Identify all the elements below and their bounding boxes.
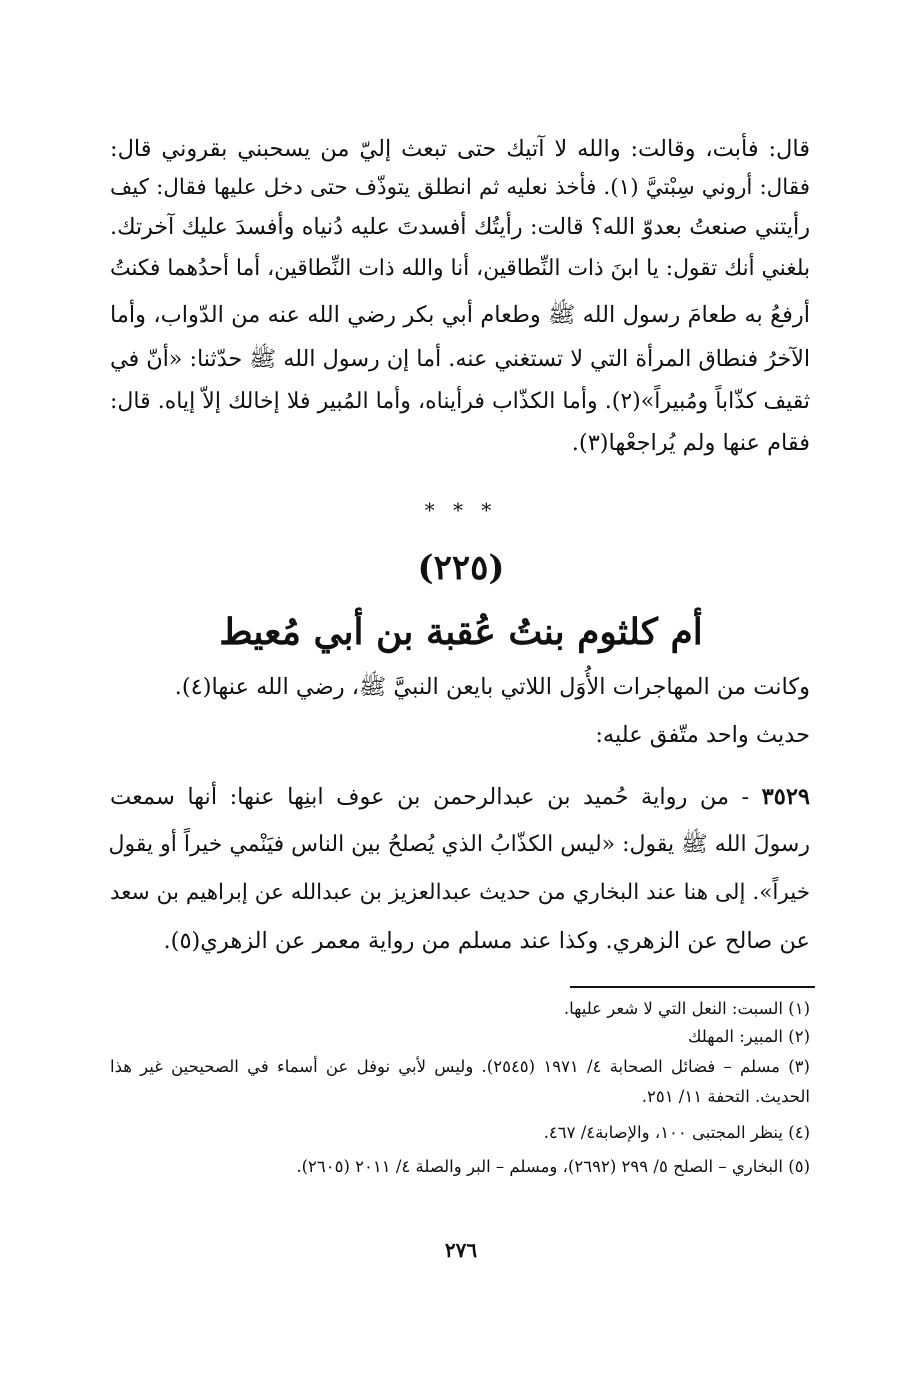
footnote: (٣) مسلم – فضائل الصحابة ٤/ ١٩٧١ (٢٥٤٥). وليس لأبي نوفل عن أسماء في الصحيحين غير هذا <box>110 1057 810 1076</box>
body-line: بلغني أنك تقول: يا ابنَ ذات النِّطاقين، أنا والله ذات النِّطاقين، أما أحدُهما فكنتُ <box>110 256 810 281</box>
entry-intro: وكانت من المهاجرات الأُوَل اللاتي بايعن النبيَّ ﷺ، رضي الله عنها(٤). <box>174 674 810 700</box>
page-number: ٢٧٦ <box>444 1238 478 1262</box>
hadith-line: خيراً». إلى هنا عند البخاري من حديث عبدالعزيز بن عبدالله عن إبراهيم بن سعد <box>110 880 810 905</box>
body-line: قال: فأبت، وقالت: والله لا آتيك حتى تبعث إليّ من يسحبني بقروني قال: <box>110 136 810 162</box>
footnote: (١) السبت: النعل التي لا شعر عليها. <box>563 999 810 1018</box>
body-line: فقام عنها ولم يُراجعْها(٣). <box>571 430 810 456</box>
footnote: الحديث. التحفة ١١/ ٢٥١. <box>641 1087 810 1106</box>
entry-subheading: حديث واحد متّفق عليه: <box>595 722 810 748</box>
hadith-line: رسولَ الله ﷺ يقول: «ليس الكذّابُ الذي يُصلحُ بين الناس فيَنْمي خيراً أو يقول <box>108 832 810 857</box>
footnote: (٥) البخاري – الصلح ٥/ ٢٩٩ (٢٦٩٢)، ومسلم – البر والصلة ٤/ ٢٠١١ (٢٦٠٥). <box>296 1157 810 1176</box>
body-line: فقال: أروني سِبْتيَّ (١). فأخذ نعليه ثم انطلق يتوذّف حتى دخل عليها فقال: كيف <box>110 175 811 200</box>
body-line: الآخرُ فنطاق المرأة التي لا تستغني عنه. أما إن رسول الله ﷺ حدّثنا: «أنّ في <box>110 346 810 372</box>
footnote: (٤) ينظر المجتبى ١٠٠، والإصابة٤/ ٤٦٧. <box>543 1123 810 1142</box>
body-line: رأيتني صنعتُ بعدوّ الله؟ قالت: رأيتُك أفسدتَ عليه دُنياه وأفسدَ عليك آخرتك. <box>110 214 810 240</box>
hadith-number: ٣٥٢٩ <box>761 784 810 810</box>
hadith-line: عن صالح عن الزهري. وكذا عند مسلم من رواية معمر عن الزهري(٥). <box>163 928 810 954</box>
section-separator: * * * <box>424 498 498 522</box>
body-line: ثقيف كذّاباً ومُبيراً»(٢). وأما الكذّاب فرأيناه، وأما المُبير فلا إخالك إلاّ إياه. قال: <box>110 389 811 414</box>
footnote-rule <box>570 986 815 988</box>
hadith-text: - من رواية حُميد بن عبدالرحمن بن عوف ابنِها عنها: أنها سمعت <box>110 784 762 810</box>
body-line: أرفعُ به طعامَ رسول الله ﷺ وطعام أبي بكر رضي الله عنه من الدّواب، وأما <box>110 302 810 328</box>
entry-name: أم كلثوم بنتُ عُقبة بن أبي مُعيط <box>219 611 703 653</box>
entry-number: (٢٢٥) <box>417 548 505 588</box>
footnote: (٢) المبير: المهلك <box>687 1027 810 1046</box>
hadith-line <box>110 778 810 816</box>
